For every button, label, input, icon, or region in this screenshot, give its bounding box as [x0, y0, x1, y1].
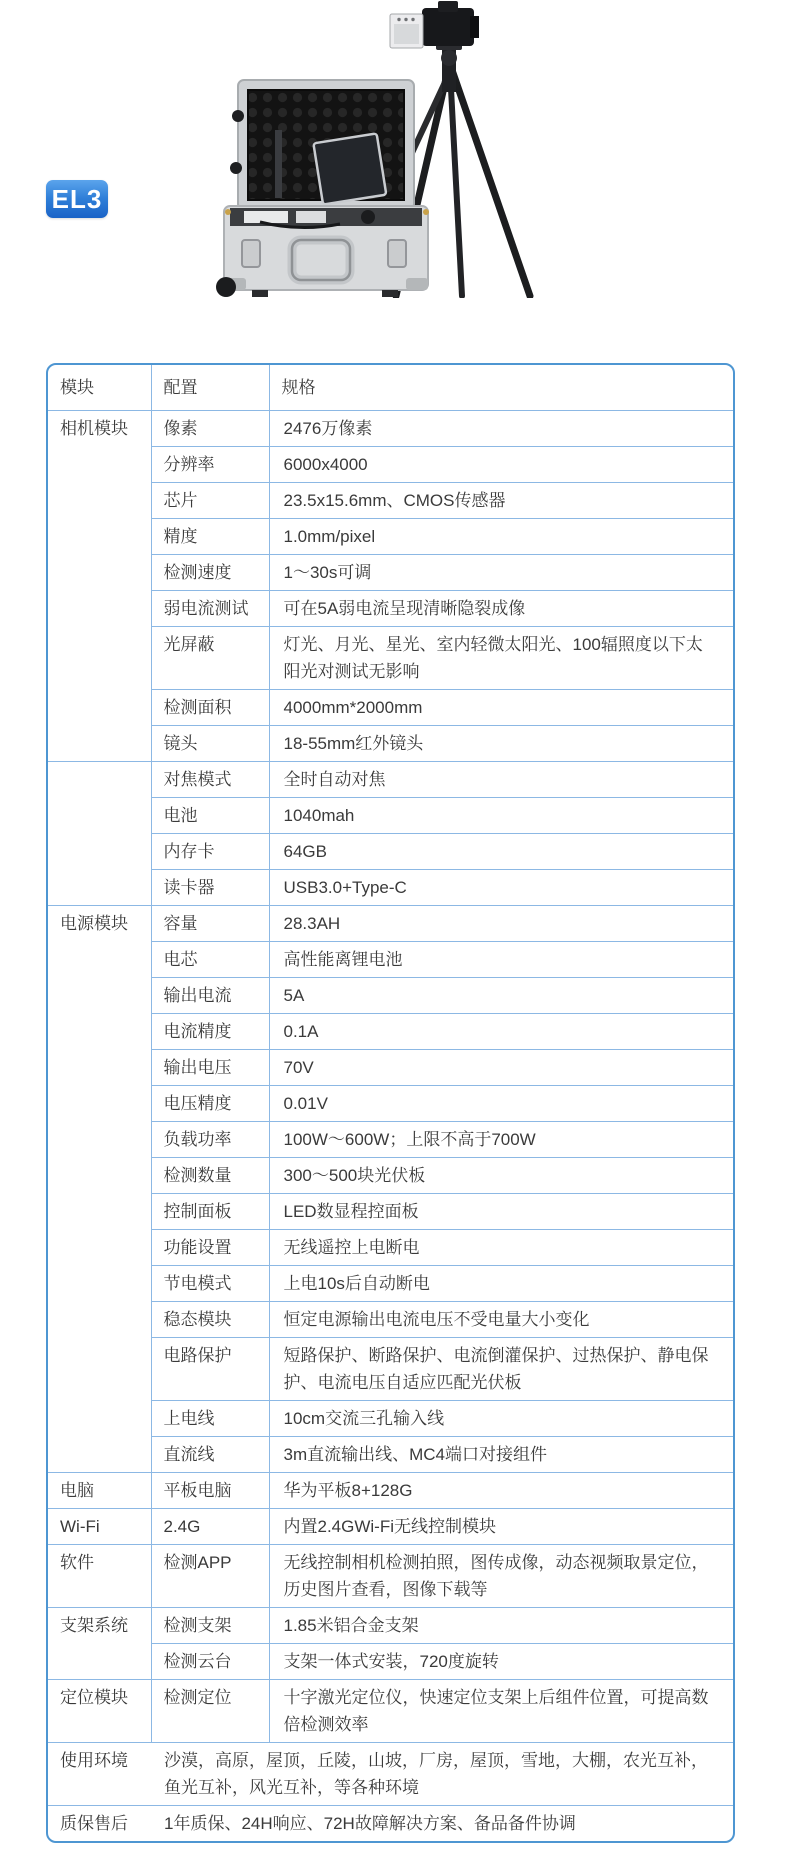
table-row	[48, 1230, 733, 1266]
config-cell: 稳态模块	[151, 1302, 269, 1338]
config-cell: 检测速度	[151, 555, 269, 591]
config-cell: 镜头	[151, 726, 269, 762]
config-cell: 检测定位	[151, 1680, 269, 1743]
spec-cell: 4000mm*2000mm	[269, 690, 733, 726]
header-row	[48, 365, 733, 411]
table-row	[48, 1158, 733, 1194]
spec-cell: 100W～600W；上限不高于700W	[269, 1122, 733, 1158]
table-row	[48, 411, 733, 447]
module-cell: 电源模块	[48, 906, 151, 1473]
table-row	[48, 726, 733, 762]
case-lid	[230, 80, 414, 210]
table-row	[48, 870, 733, 906]
config-cell: 芯片	[151, 483, 269, 519]
table-row	[48, 1473, 733, 1509]
config-cell: 容量	[151, 906, 269, 942]
spec-cell: 1.0mm/pixel	[269, 519, 733, 555]
config-cell: 光屏蔽	[151, 627, 269, 690]
table-row	[48, 591, 733, 627]
module-cell: 定位模块	[48, 1680, 151, 1743]
spec-cell: 无线控制相机检测拍照，图传成像，动态视频取景定位，历史图片查看，图像下载等	[269, 1545, 733, 1608]
spec-cell: 23.5x15.6mm、CMOS传感器	[269, 483, 733, 519]
module-cell: 相机模块	[48, 411, 151, 762]
config-cell: 检测云台	[151, 1644, 269, 1680]
spec-cell: 高性能离锂电池	[269, 942, 733, 978]
module-cell-empty	[48, 762, 151, 906]
model-badge: EL3	[46, 180, 108, 218]
spec-cell: USB3.0+Type-C	[269, 870, 733, 906]
table-row	[48, 834, 733, 870]
spec-cell: 十字激光定位仪，快速定位支架上后组件位置，可提高数倍检测效率	[269, 1680, 733, 1743]
product-photo	[200, 0, 570, 298]
spec-cell: 1040mah	[269, 798, 733, 834]
table-row	[48, 1743, 733, 1806]
table-row	[48, 447, 733, 483]
product-photo-area	[0, 0, 790, 298]
module-cell: 电脑	[48, 1473, 151, 1509]
module-cell: 质保售后	[60, 1814, 128, 1833]
spec-cell: 5A	[269, 978, 733, 1014]
config-cell: 节电模式	[151, 1266, 269, 1302]
spec-cell: 恒定电源输出电流电压不受电量大小变化	[269, 1302, 733, 1338]
module-cell: Wi-Fi	[48, 1509, 151, 1545]
table-row	[48, 1401, 733, 1437]
table-row	[48, 1050, 733, 1086]
spec-cell: 内置2.4GWi-Fi无线控制模块	[269, 1509, 733, 1545]
config-cell: 读卡器	[151, 870, 269, 906]
spec-cell: 全时自动对焦	[269, 762, 733, 798]
table-row	[48, 1680, 733, 1743]
table-row	[48, 1509, 733, 1545]
table-row	[48, 1014, 733, 1050]
table-row	[48, 942, 733, 978]
case-body	[216, 206, 429, 297]
spec-cell: 70V	[269, 1050, 733, 1086]
config-cell: 上电线	[151, 1401, 269, 1437]
config-cell: 分辨率	[151, 447, 269, 483]
config-cell: 电压精度	[151, 1086, 269, 1122]
config-cell: 检测数量	[151, 1158, 269, 1194]
config-cell: 弱电流测试	[151, 591, 269, 627]
config-cell: 电池	[151, 798, 269, 834]
module-cell: 使用环境	[60, 1751, 128, 1770]
spec-cell: 可在5A弱电流呈现清晰隐裂成像	[269, 591, 733, 627]
spec-cell: 10cm交流三孔输入线	[269, 1401, 733, 1437]
spec-cell: 1.85米铝合金支架	[269, 1608, 733, 1644]
config-cell: 平板电脑	[151, 1473, 269, 1509]
spec-cell: 华为平板8+128G	[269, 1473, 733, 1509]
table-row	[48, 1437, 733, 1473]
module-cell: 支架系统	[48, 1608, 151, 1680]
config-cell: 检测支架	[151, 1608, 269, 1644]
spec-cell: 3m直流输出线、MC4端口对接组件	[269, 1437, 733, 1473]
config-cell: 功能设置	[151, 1230, 269, 1266]
spec-cell: LED数显程控面板	[269, 1194, 733, 1230]
spec-cell: 6000x4000	[269, 447, 733, 483]
table-row	[48, 1644, 733, 1680]
spec-cell: 上电10s后自动断电	[269, 1266, 733, 1302]
spec-cell: 64GB	[269, 834, 733, 870]
table-row	[48, 1545, 733, 1608]
spec-cell: 1年质保、24H响应、72H故障解决方案、备品备件协调	[164, 1814, 576, 1833]
table-row	[48, 555, 733, 591]
camera-icon	[390, 1, 479, 48]
spec-table-wrap	[46, 363, 735, 1843]
table-row	[48, 627, 733, 690]
config-cell: 电路保护	[151, 1338, 269, 1401]
config-cell: 输出电压	[151, 1050, 269, 1086]
spec-cell: 18-55mm红外镜头	[269, 726, 733, 762]
table-row	[48, 978, 733, 1014]
config-cell: 直流线	[151, 1437, 269, 1473]
spec-cell: 28.3AH	[269, 906, 733, 942]
config-cell: 电流精度	[151, 1014, 269, 1050]
spec-cell: 300～500块光伏板	[269, 1158, 733, 1194]
config-cell: 电芯	[151, 942, 269, 978]
table-row	[48, 762, 733, 798]
table-row	[48, 1302, 733, 1338]
spec-cell: 无线遥控上电断电	[269, 1230, 733, 1266]
config-cell: 像素	[151, 411, 269, 447]
warranty-row	[48, 1806, 733, 1842]
table-row	[48, 798, 733, 834]
table-row	[48, 483, 733, 519]
spec-table	[48, 365, 733, 1841]
spec-cell: 灯光、月光、星光、室内轻微太阳光、100辐照度以下太阳光对测试无影响	[269, 627, 733, 690]
table-row	[48, 1086, 733, 1122]
config-cell: 2.4G	[151, 1509, 269, 1545]
table-row	[48, 1266, 733, 1302]
config-cell: 控制面板	[151, 1194, 269, 1230]
config-cell: 检测APP	[151, 1545, 269, 1608]
table-row	[48, 1608, 733, 1644]
header-module: 模块	[48, 365, 151, 411]
table-row	[48, 519, 733, 555]
table-row	[48, 1122, 733, 1158]
module-cell: 软件	[48, 1545, 151, 1608]
config-cell: 对焦模式	[151, 762, 269, 798]
spec-cell: 2476万像素	[269, 411, 733, 447]
environment-row	[48, 1743, 733, 1806]
spec-cell: 沙漠，高原，屋顶，丘陵，山坡，厂房，屋顶，雪地，大棚，农光互补，鱼光互补，风光互补，等各种环境	[164, 1751, 708, 1797]
spec-cell: 短路保护、断路保护、电流倒灌保护、过热保护、静电保护、电流电压自适应匹配光伏板	[269, 1338, 733, 1401]
config-cell: 负载功率	[151, 1122, 269, 1158]
table-row	[48, 1806, 733, 1842]
table-row	[48, 1338, 733, 1401]
spec-cell: 1～30s可调	[269, 555, 733, 591]
header-spec: 规格	[269, 365, 733, 411]
spec-cell: 0.1A	[269, 1014, 733, 1050]
table-row	[48, 906, 733, 942]
spec-cell: 支架一体式安装，720度旋转	[269, 1644, 733, 1680]
spec-cell: 0.01V	[269, 1086, 733, 1122]
table-row	[48, 690, 733, 726]
config-cell: 内存卡	[151, 834, 269, 870]
config-cell: 精度	[151, 519, 269, 555]
header-config: 配置	[151, 365, 269, 411]
config-cell: 检测面积	[151, 690, 269, 726]
config-cell: 输出电流	[151, 978, 269, 1014]
table-row	[48, 1194, 733, 1230]
